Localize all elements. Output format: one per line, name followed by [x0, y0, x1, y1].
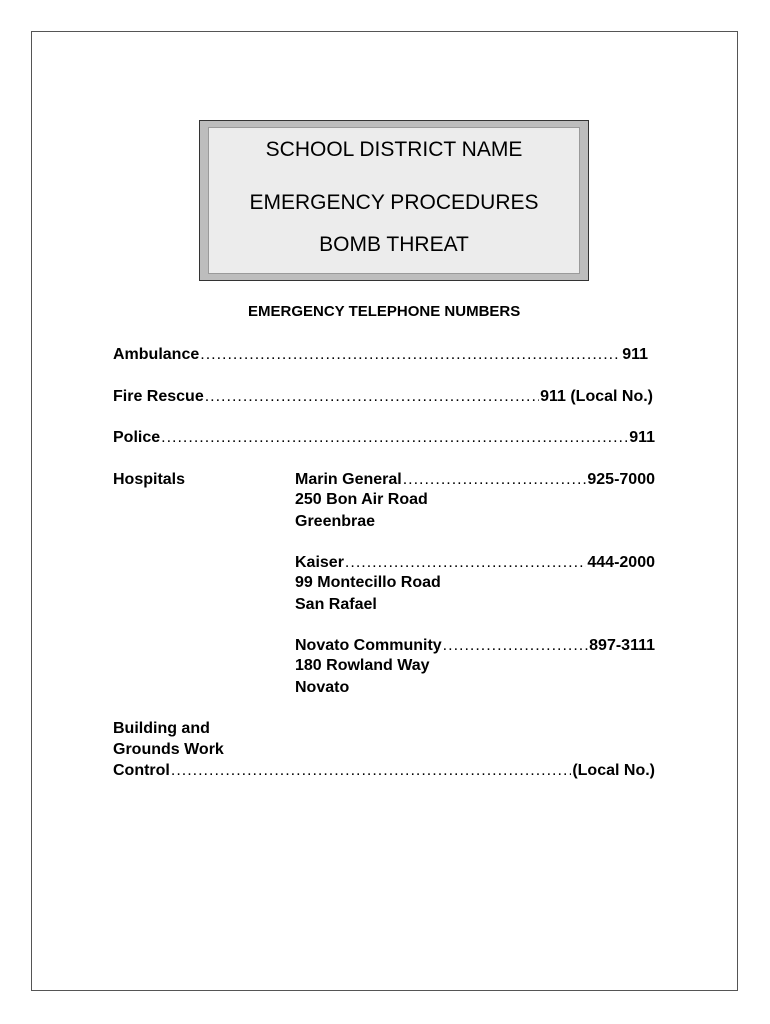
- police-row: [113, 429, 655, 447]
- ambulance-label: Ambulance: [113, 346, 200, 363]
- ambulance-number: 911: [622, 346, 648, 363]
- title-box: [199, 120, 589, 281]
- hospitals-label: Hospitals: [113, 471, 186, 488]
- hospital-name: Marin General: [295, 471, 402, 488]
- hospital-number: 897-3111: [589, 637, 655, 654]
- grounds-label-line2: Grounds Work: [113, 741, 224, 758]
- grounds-row: [113, 762, 655, 780]
- procedures-title: EMERGENCY PROCEDURES: [249, 191, 539, 214]
- bomb-threat-title: BOMB THREAT: [319, 233, 469, 256]
- police-number: 911: [629, 429, 655, 446]
- fire-rescue-label: Fire Rescue: [113, 388, 204, 405]
- leader-dots: [443, 637, 588, 655]
- grounds-label-line1: Building and: [113, 720, 210, 737]
- fire-rescue-number: 911 (Local No.): [540, 388, 653, 405]
- leader-dots: [345, 554, 586, 572]
- hospital-address: 250 Bon Air Road: [295, 491, 428, 508]
- leader-dots: [403, 471, 587, 489]
- hospital-city: Greenbrae: [295, 513, 376, 530]
- district-name: SCHOOL DISTRICT NAME: [265, 138, 523, 161]
- title-box-inner: [208, 127, 580, 274]
- police-label: Police: [113, 429, 161, 446]
- leader-dots: [161, 429, 628, 447]
- leader-dots: [200, 346, 621, 364]
- fire-rescue-row: [113, 388, 653, 406]
- hospital-number: 925-7000: [587, 471, 655, 488]
- hospital-number: 444-2000: [587, 554, 655, 571]
- hospital-address: 180 Rowland Way: [295, 657, 430, 674]
- hospital-city: San Rafael: [295, 596, 377, 613]
- hospital-entry: [295, 637, 655, 655]
- leader-dots: [205, 388, 539, 406]
- hospital-city: Novato: [295, 679, 350, 696]
- grounds-number: (Local No.): [572, 762, 655, 779]
- ambulance-row: [113, 346, 648, 364]
- hospital-entry: [295, 554, 655, 572]
- hospital-entry: [295, 471, 655, 489]
- hospital-name: Kaiser: [295, 554, 344, 571]
- telephone-numbers-heading: EMERGENCY TELEPHONE NUMBERS: [248, 303, 521, 320]
- grounds-label-line3: Control: [113, 762, 170, 779]
- hospital-name: Novato Community: [295, 637, 442, 654]
- leader-dots: [171, 762, 571, 780]
- hospital-address: 99 Montecillo Road: [295, 574, 441, 591]
